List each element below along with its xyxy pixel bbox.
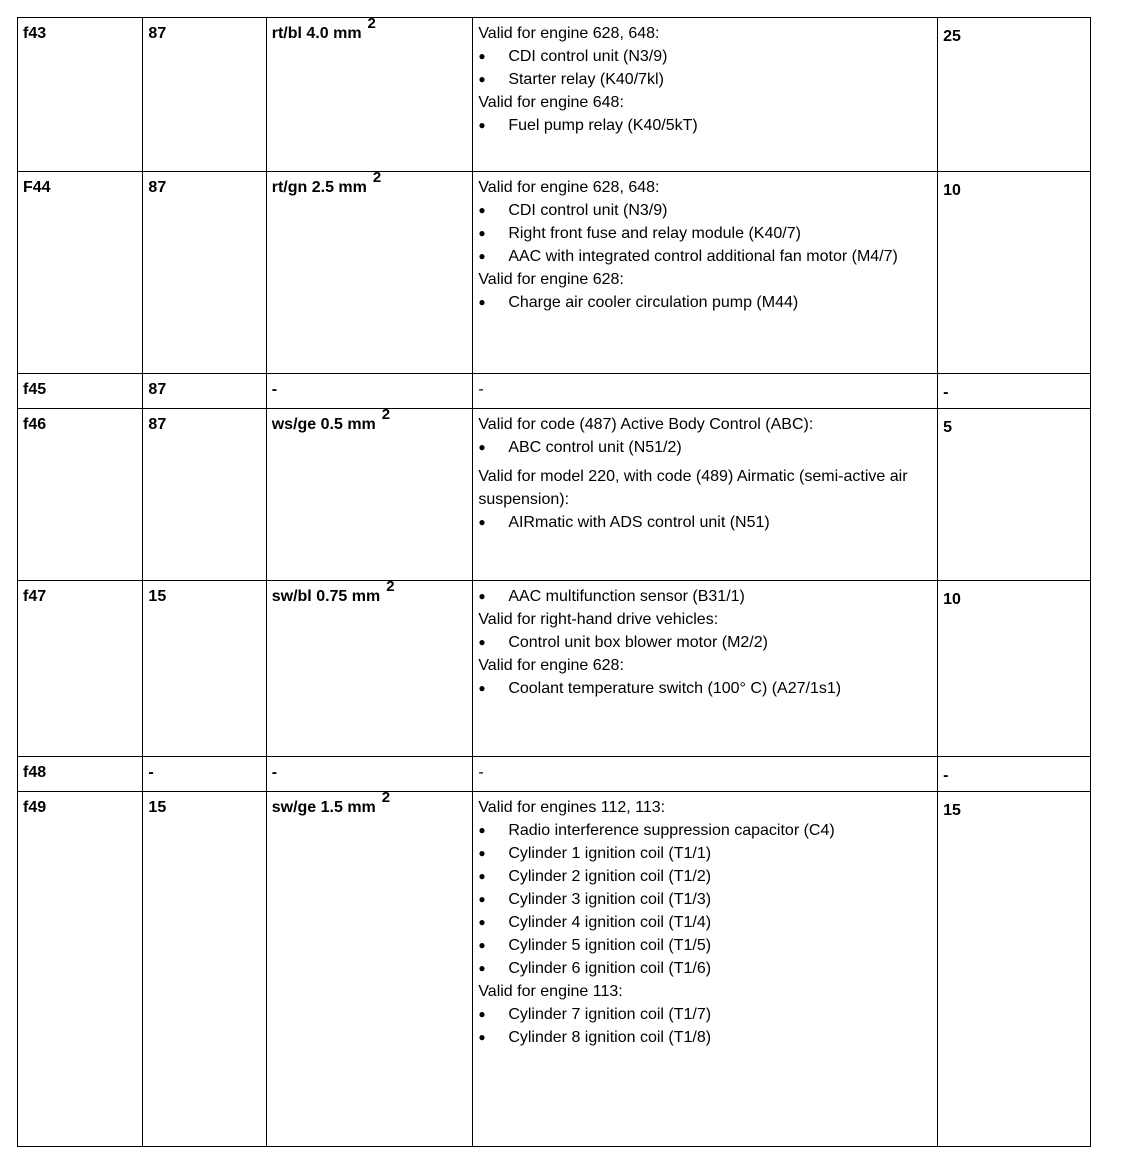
validity-note: Valid for engine 628, 648:: [478, 25, 660, 42]
terminal-cell: 15: [143, 792, 266, 1147]
consumers-cell: [473, 18, 938, 172]
amperage-cell: 25: [938, 18, 1091, 172]
consumer-list: [478, 819, 932, 980]
list-item: ● AIRmatic with ADS control unit (N51): [478, 511, 932, 534]
terminal-cell: 87: [143, 18, 266, 172]
wire-unit-exponent: 2: [381, 788, 391, 806]
amperage-cell: 5: [938, 409, 1091, 581]
wire-spec: sw/ge 1.5 mm: [271, 799, 376, 816]
fuse-cell: F44: [18, 172, 143, 374]
terminal-cell: 15: [143, 581, 266, 757]
table-row: [18, 757, 1091, 792]
wire-unit-exponent: 2: [367, 14, 376, 32]
list-item: ● Cylinder 6 ignition coil (T1/6): [478, 957, 932, 980]
terminal-cell: -: [143, 757, 266, 792]
consumer-list: [478, 631, 932, 654]
consumers-cell: [473, 581, 938, 757]
amperage-cell: -: [938, 374, 1091, 409]
validity-note: -: [478, 764, 484, 781]
wire-cell: [266, 14, 473, 172]
list-item: ● Cylinder 2 ignition coil (T1/2): [478, 865, 932, 888]
consumers-cell: [473, 374, 938, 409]
consumers-cell: [473, 792, 938, 1147]
validity-note: Valid for code (487) Active Body Control (ABC):: [478, 416, 814, 433]
fuse-cell: f46: [18, 409, 143, 581]
validity-note: Valid for right-hand drive vehicles:: [478, 611, 719, 628]
consumer-list: [478, 677, 932, 700]
wire-cell: [266, 788, 473, 1147]
list-item: ● Cylinder 4 ignition coil (T1/4): [478, 911, 932, 934]
validity-note: Valid for model 220, with code (489) Airmatic (semi-active air suspension):: [478, 468, 908, 508]
table-row: [18, 172, 1091, 374]
fuse-cell: f48: [18, 757, 143, 792]
fuse-cell: f49: [18, 792, 143, 1147]
wire-spec: sw/bl 0.75 mm: [271, 588, 381, 605]
wire-cell: [266, 405, 473, 581]
list-item: ● Cylinder 8 ignition coil (T1/8): [478, 1026, 932, 1049]
validity-note: Valid for engine 628:: [478, 657, 624, 674]
consumers-cell: [473, 172, 938, 374]
consumer-list: [478, 511, 932, 534]
list-item: ● Coolant temperature switch (100° C) (A27/1s1): [478, 677, 932, 700]
list-item: ● Radio interference suppression capacitor (C4): [478, 819, 932, 842]
consumer-list: [478, 436, 932, 459]
consumers-cell: [473, 409, 938, 581]
list-item: ● Cylinder 7 ignition coil (T1/7): [478, 1003, 932, 1026]
fuse-cell: f47: [18, 581, 143, 757]
wire-spec: rt/gn 2.5 mm: [271, 179, 367, 196]
consumer-list: [478, 45, 932, 91]
fuse-table: [17, 14, 1091, 1147]
wire-spec: -: [271, 764, 278, 781]
table-row: [18, 792, 1091, 1147]
list-item: ● Fuel pump relay (K40/5kT): [478, 114, 932, 137]
wire-cell: [266, 577, 473, 757]
table-row: [18, 374, 1091, 409]
wire-spec: rt/bl 4.0 mm: [271, 25, 362, 42]
list-item: ● AAC multifunction sensor (B31/1): [478, 585, 932, 608]
consumers-cell: [473, 757, 938, 792]
consumer-list: [478, 199, 932, 268]
wire-unit-exponent: 2: [372, 168, 382, 186]
table-row: [18, 18, 1091, 172]
wire-cell: [266, 757, 473, 792]
list-item: ● ABC control unit (N51/2): [478, 436, 932, 459]
amperage-cell: -: [938, 757, 1091, 792]
terminal-cell: 87: [143, 374, 266, 409]
wire-spec: ws/ge 0.5 mm: [271, 416, 376, 433]
list-item: ● CDI control unit (N3/9): [478, 45, 932, 68]
amperage-cell: 15: [938, 792, 1091, 1147]
validity-note: -: [478, 381, 484, 398]
validity-note: Valid for engine 113:: [478, 983, 623, 1000]
wire-unit-exponent: 2: [381, 405, 391, 423]
terminal-cell: 87: [143, 409, 266, 581]
fuse-cell: f45: [18, 374, 143, 409]
validity-note: Valid for engine 648:: [478, 94, 624, 111]
consumer-list: [478, 585, 932, 608]
list-item: ● AAC with integrated control additional fan motor (M4/7): [478, 245, 932, 268]
list-item: ● Cylinder 3 ignition coil (T1/3): [478, 888, 932, 911]
terminal-cell: 87: [143, 172, 266, 374]
wire-unit-exponent: 2: [386, 577, 395, 595]
table-row: [18, 409, 1091, 581]
table-row: [18, 581, 1091, 757]
wire-cell: [266, 374, 473, 409]
validity-note: Valid for engine 628:: [478, 271, 624, 288]
list-item: ● Cylinder 1 ignition coil (T1/1): [478, 842, 932, 865]
list-item: ● Starter relay (K40/7kl): [478, 68, 932, 91]
consumer-list: [478, 114, 932, 137]
consumer-list: [478, 1003, 932, 1049]
consumer-list: [478, 291, 932, 314]
wire-cell: [266, 168, 473, 374]
amperage-cell: 10: [938, 172, 1091, 374]
validity-note: Valid for engines 112, 113:: [478, 799, 666, 816]
fuse-cell: f43: [18, 18, 143, 172]
list-item: ● Control unit box blower motor (M2/2): [478, 631, 932, 654]
list-item: ● Right front fuse and relay module (K40/7): [478, 222, 932, 245]
wire-spec: -: [271, 381, 278, 398]
amperage-cell: 10: [938, 581, 1091, 757]
list-item: ● CDI control unit (N3/9): [478, 199, 932, 222]
list-item: ● Charge air cooler circulation pump (M44): [478, 291, 932, 314]
validity-note: Valid for engine 628, 648:: [478, 179, 660, 196]
list-item: ● Cylinder 5 ignition coil (T1/5): [478, 934, 932, 957]
